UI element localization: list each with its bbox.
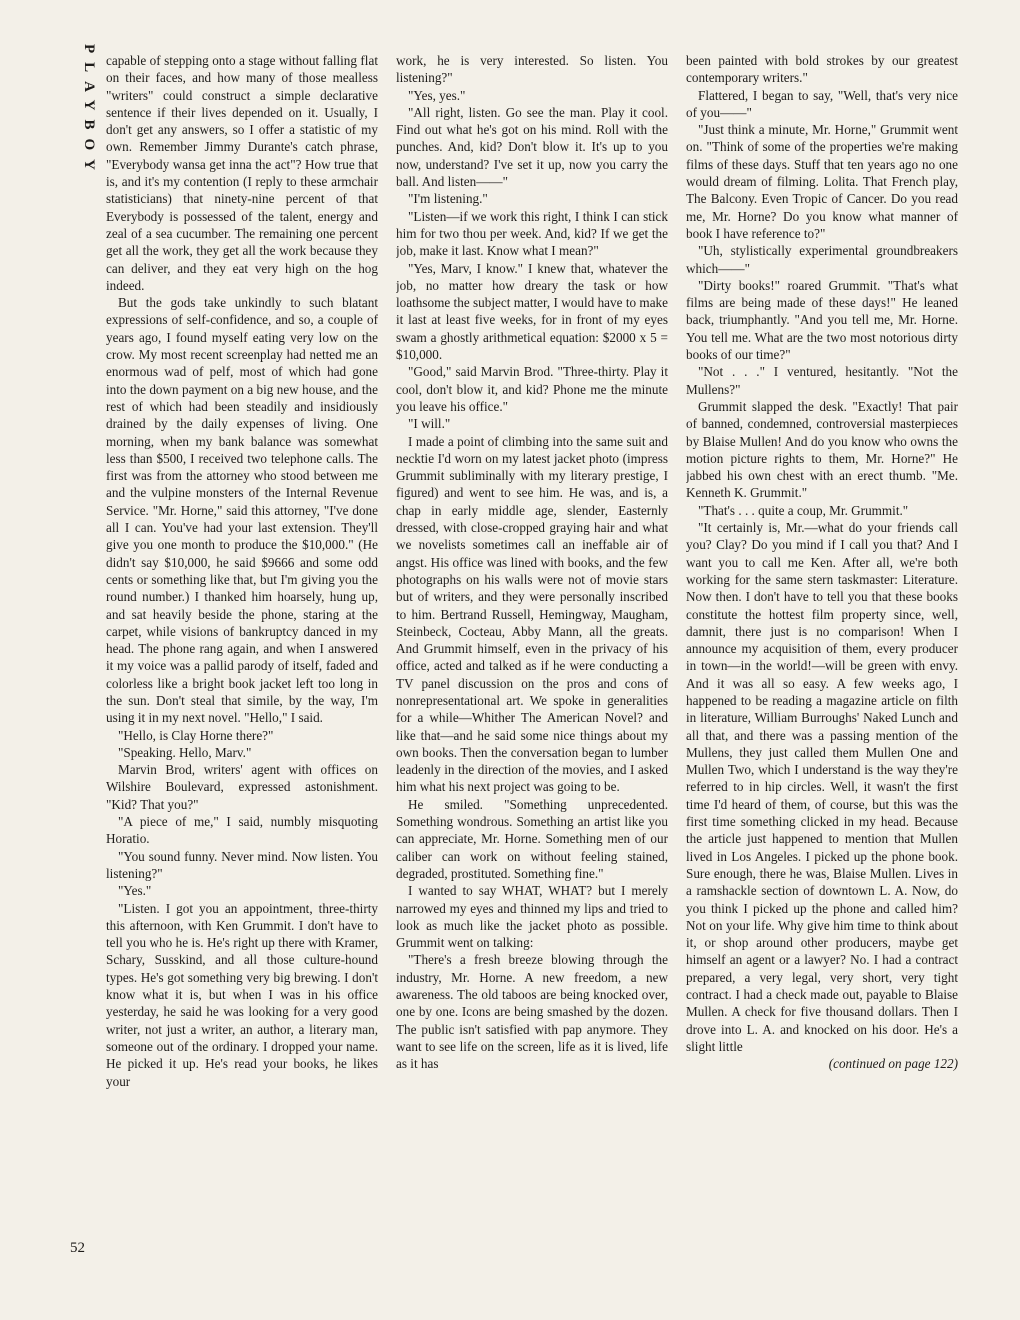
paragraph: "It certainly is, Mr.—what do your friends call you? Clay? Do you mind if I call you that? And I want you to call me Ken. After all, we're both working for the same stern taskmaster: Literature. Now then. I don't have to tell you that these books constitute the hottest film property since, well, damnit, there just is no comparison! When I announce my acquisition of them, every producer in town—in the world!—will be green with envy. And it was all so easy. A few weeks ago, I happened to be reading a magazine article on filth in literature, William Burroughs' Naked Lunch and all that, and there was a passing mention of the Mullens, they just called them Mullen One and Mullen Two, which I understand is the way they're referred to in hip circles. Well, it wasn't the first time I'd heard of them, of course, but this was the first time something clicked in my head. Because the article just happened to mention that Mullen lived in Los Angeles. I picked up the phone book. Sure enough, there he was, Blaise Mullen. Lives in a ramshackle section of downtown L. A. Now, do you think I picked up the phone and called him? Not on your life. Why give him time to think about it, or shop around other producers, maybe get himself an agent or a lawyer? No. I had a contract prepared, a very legal, very short, very tight contract. I had a check made out, payable to Blaise Mullen. A check for five thousand dollars. Then I drove into L. A. and knocked on his door. He's a slight little: [686, 520, 958, 1054]
continued-notice: (continued on page 122): [828, 1056, 958, 1072]
paragraph: "That's . . . quite a coup, Mr. Grummit.": [698, 502, 909, 518]
paragraph: "I will.": [408, 416, 451, 432]
paragraph: "Hello, is Clay Horne there?": [118, 727, 274, 743]
paragraph: "Listen—if we work this right, I think I can stick him for two thou per week. And, kid? If we get the job, make it last. Know what I mean?": [396, 208, 668, 259]
paragraph: Marvin Brod, writers' agent with offices on Wilshire Boulevard, expressed astonishment. "Kid? That you?": [106, 762, 378, 812]
paragraph: "Listen. I got you an appointment, three-thirty this afternoon, with Ken Grummit. I don't have to tell you who he is. He's right up there with Kramer, Schary, Susskind, and all those culture-hound types. He's got something very big brewing. I don't know what it is, but when I was in his office yesterday, he said he was looking for a very good writer, not just a writer, an author, a literary man, someone out of the ordinary. I dropped your name. He picked it up. He's read your books, he likes your: [106, 900, 378, 1089]
paragraph: But the gods take unkindly to such blatant expressions of self-confidence, and so, a couple of years ago, I found myself eating very low on the crow. My most recent screenplay had netted me an enormous wad of pelf, most of which had gone into the down payment on a big new house, and the rest of which had been steadily and insidiously drained by the daily expenses of living. One morning, when my bank balance was somewhat less than $500, I received two telephone calls. The first was from the attorney who stood between me and the vulpine monsters of the Internal Revenue Service. "Mr. Horne," said this attorney, "I've done all I can. You've had your last extension. They'll give you one month to produce the $10,000." (He didn't say $10,000, he said $9666 and some odd cents or something like that, but I'm giving you the round number.) I thanked him hoarsely, hung up, and sat heavily beside the phone, staring at the carpet, while visions of bankruptcy danced in my head. The phone rang again, and when I answered it my voice was a pallid parody of itself, faded and colorless like a bright book jacket left too long in the sun. Don't steal that simile, by the way, I'm using it in my next novel. "Hello," I said.: [106, 295, 378, 726]
paragraph: "Yes, Marv, I know." I knew that, whatever the job, no matter how dreary the task or how loathsome the subject matter, I would have to make it last at least five weeks, for in front of my eyes swam a ghostly arithmetical equation: $2000 x 5 = $10,000.: [396, 260, 668, 363]
paragraph: "Yes, yes.": [408, 87, 466, 103]
paragraph: I made a point of climbing into the same suit and necktie I'd worn on my latest jacket photo (impress Grummit subliminally with my literary prestige, I figured) and went to see him. He was, and is, a chap in early middle age, slender, Easternly dressed, with close-cropped graying hair and what we novelists sometimes call an ineffable air of angst. His office was lined with books, and the few photographs on his walls were not of movie stars but of writers, and they were personally inscribed to him. Bertrand Russell, Hemingway, Maugham, Steinbeck, Cocteau, Abby Mann, all the greats. And Grummit himself, even in the privacy of his office, acted and talked as if he were conducting a TV panel discussion on the pros and cons of nonrepresentational art. We spoke in generalities for a while—Whither The American Novel? and like that—and he said some nice things about my own books. Then the conversation began to lumber leadenly in the direction of the movies, and I asked him what his next project was going to be.: [396, 433, 668, 795]
paragraph: Grummit slapped the desk. "Exactly! That pair of banned, condemned, controversial masterpieces by Blaise Mullen! And do you know who owns the motion picture rights to them, Mr. Horne?" He jabbed his own chest with an erect thumb. "Me. Kenneth K. Grummit.": [686, 398, 958, 501]
masthead: PLAYBOY: [81, 44, 97, 179]
paragraph: "Not . . ." I ventured, hesitantly. "Not the Mullens?": [686, 364, 958, 397]
paragraph: "Dirty books!" roared Grummit. "That's what films are being made of these days!" He leaned back, triumphantly. "And you tell me, Mr. Horne. You tell me. What are the two most notorious dirty books of our time?": [686, 277, 958, 363]
paragraph: capable of stepping onto a stage without falling flat on their faces, and how many of those mealless "writers" could construct a simple declarative sentence if their lives depended on it. Usually, I don't get any answers, so I offer a statistic of my own. Remember Jimmy Durante's catch phrase, "Everybody wansa get inna the act"? How true that is, and it's my contention (I reply to these armchair statisticians) that ninety-nine percent of that Everybody is possessed of the talent, energy and zeal of a sea cucumber. The remaining one percent get all the work, they get all the work because they can deliver, and they eat very high on the hog indeed.: [106, 53, 378, 293]
paragraph: Flattered, I began to say, "Well, that's very nice of you——": [686, 87, 958, 120]
paragraph: "A piece of me," I said, numbly misquoting Horatio.: [106, 814, 378, 847]
paragraph: "Speaking. Hello, Marv.": [118, 744, 252, 760]
paragraph: He smiled. "Something unprecedented. Something wondrous. Something an artist like you can appreciate, Mr. Horne. Something men of our caliber can work on without feeling stained, degraded, prostituted. Something fine.": [396, 796, 668, 881]
paragraph: "All right, listen. Go see the man. Play it cool. Find out what he's got on his mind. Roll with the punches. And, kid? Don't blow it. It's up to you now, understand? I've set it up, now you carry the ball. And listen——": [396, 104, 668, 190]
paragraph: been painted with bold strokes by our greatest contemporary writers.": [686, 53, 958, 86]
paragraph: "Uh, stylistically experimental groundbreakers which——": [686, 243, 958, 276]
paragraph: "You sound funny. Never mind. Now listen. You listening?": [106, 848, 378, 881]
paragraph: I wanted to say WHAT, WHAT? but I merely narrowed my eyes and thinned my lips and tried to look as much like the jacket photo as possible. Grummit went on talking:: [396, 883, 668, 951]
text-column-3: [686, 52, 958, 1264]
text-column-1: [106, 52, 378, 1264]
text-column-2: [396, 52, 668, 1264]
paragraph: "Good," said Marvin Brod. "Three-thirty. Play it cool, don't blow it, and kid? Phone me the minute you leave his office.": [396, 364, 668, 414]
paragraph: "There's a fresh breeze blowing through the industry, Mr. Horne. A new freedom, a new awareness. The old taboos are being knocked over, one by one. Icons are being smashed by the dozen. The public isn't satisfied with pap anymore. They want to see life on the screen, life as it is lived, life as it has: [396, 952, 668, 1072]
paragraph: "Yes.": [118, 883, 152, 899]
page-number: 52: [70, 1240, 85, 1256]
paragraph: "I'm listening.": [408, 191, 488, 207]
paragraph: work, he is very interested. So listen. You listening?": [396, 53, 668, 86]
article-body: [106, 52, 958, 1264]
paragraph: "Just think a minute, Mr. Horne," Grummit went on. "Think of some of the properties we're making films of these days. Stuff that ten years ago no one would dream of filming. Lolita. That French play, The Balcony. Even Tropic of Cancer. Do you read me, Mr. Horne? Do you know what manner of book I have reference to?": [686, 122, 958, 241]
